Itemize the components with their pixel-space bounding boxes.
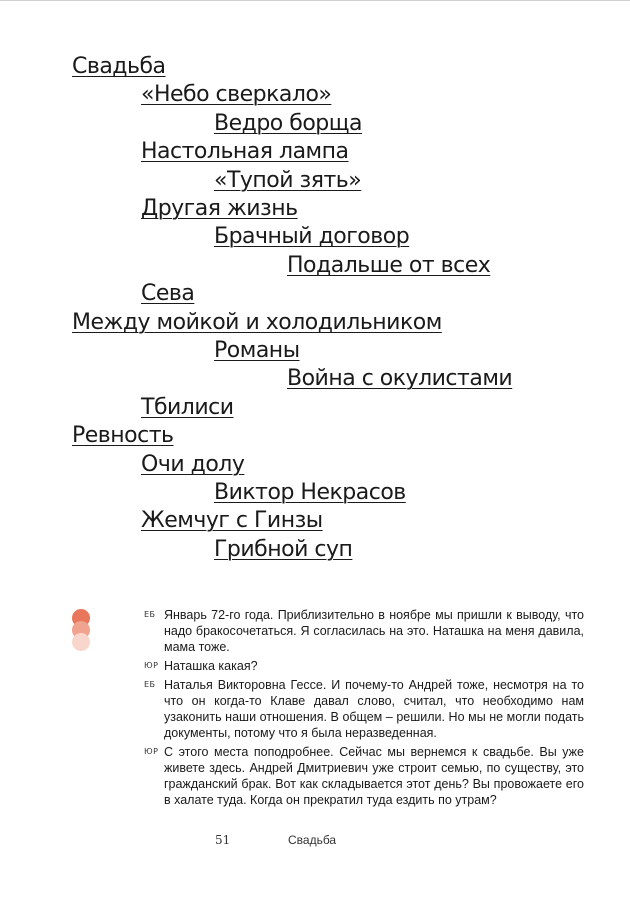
toc-link[interactable]: Очи долу bbox=[141, 451, 245, 477]
toc-link[interactable]: Грибной суп bbox=[214, 536, 353, 562]
toc-link[interactable]: Брачный договор bbox=[214, 224, 410, 250]
toc-link[interactable]: «Небо сверкало» bbox=[141, 82, 332, 108]
toc-link[interactable]: Романы bbox=[214, 338, 300, 363]
dialog-turn bbox=[144, 744, 584, 808]
speaker-initials: ЕБ bbox=[144, 610, 156, 619]
toc-link[interactable]: Другая жизнь bbox=[141, 196, 298, 221]
toc-link[interactable]: Между мойкой и холодильником bbox=[72, 309, 442, 335]
top-rule bbox=[0, 0, 630, 1]
toc-link[interactable]: Подальше от всех bbox=[287, 252, 491, 278]
dialog-turn bbox=[144, 607, 584, 655]
speaker-initials: ЮР bbox=[144, 747, 159, 756]
page-number: 51 bbox=[215, 833, 231, 847]
dialog-text: Январь 72-го года. Приблизительно в ноябре мы пришли к выводу, что надо бракосочетаться. Я согласилась на это. Наташка на меня давила, мама тоже. bbox=[164, 608, 584, 654]
running-chapter-title: Свадьба bbox=[288, 833, 337, 847]
toc-link[interactable]: Виктор Некрасов bbox=[214, 480, 406, 505]
toc-link[interactable]: Свадьба bbox=[72, 54, 166, 79]
dialog-turn bbox=[144, 658, 584, 674]
speaker-initials: ЕБ bbox=[144, 680, 156, 689]
toc-link[interactable]: Жемчуг с Гинзы bbox=[141, 508, 323, 534]
speaker-initials: ЮР bbox=[144, 661, 159, 670]
page-footer bbox=[0, 833, 630, 849]
interview-dialog bbox=[144, 607, 584, 811]
dialog-turn bbox=[144, 677, 584, 741]
toc-link[interactable]: Ревность bbox=[72, 423, 174, 449]
dialog-text: С этого места поподробнее. Сейчас мы вернемся к свадьбе. Вы уже живете здесь. Андрей Дмитриевич уже строит семью, по существу, это гражданский брак. Вот как складывается этот день? Вы провожаете его в халате туда. Когда он прекратил туда ездить по утрам? bbox=[164, 745, 584, 807]
dialog-text: Наталья Викторовна Гессе. И почему-то Андрей тоже, несмотря на то что он когда-то Клаве давал слово, считал, что необходимо нам узаконить наши отношения. В общем – решили. Но мы не могли подать документы, потому что я была неразведенная. bbox=[164, 678, 584, 740]
speaker-dots-decoration bbox=[70, 609, 92, 651]
dialog-text: Наташка какая? bbox=[164, 659, 258, 673]
toc-link[interactable]: Настольная лампа bbox=[141, 139, 349, 165]
toc-link[interactable]: «Тупой зять» bbox=[214, 167, 362, 193]
toc-link[interactable]: Тбилиси bbox=[141, 394, 234, 420]
dot-icon bbox=[72, 633, 90, 651]
toc-link[interactable]: Война с окулистами bbox=[287, 366, 513, 392]
toc-link[interactable]: Ведро борща bbox=[214, 110, 362, 136]
toc-link[interactable]: Сева bbox=[141, 281, 195, 307]
